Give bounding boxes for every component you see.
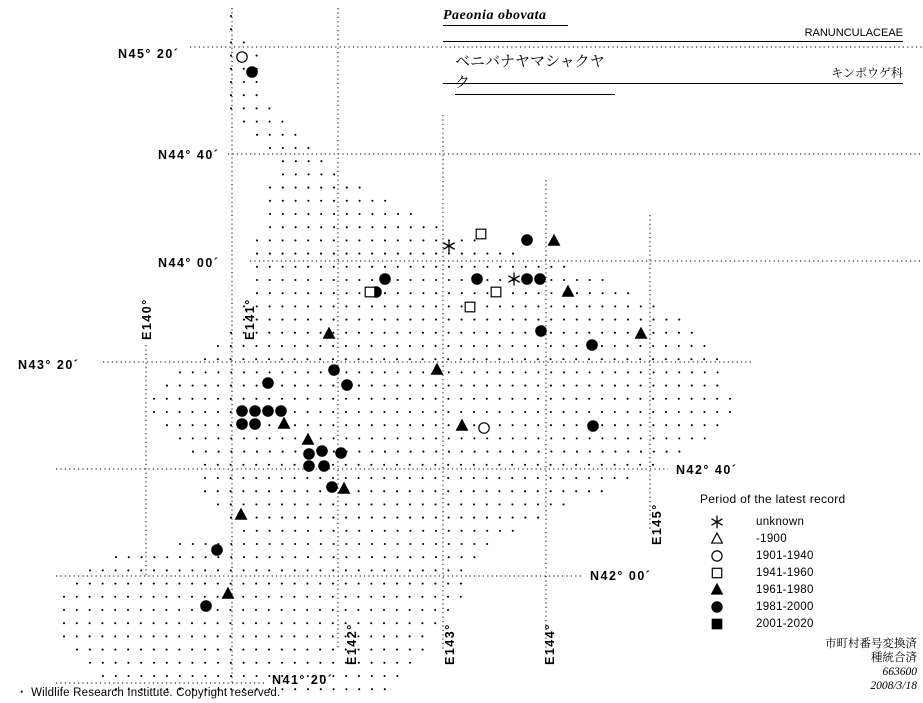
record-symbol-triangle-filled	[303, 434, 314, 444]
record-symbol-triangle-filled	[636, 328, 647, 338]
longitude-label: E145°	[650, 503, 664, 545]
record-symbol-circle-filled	[327, 482, 337, 492]
record-symbol-triangle-filled	[339, 483, 350, 493]
record-symbol-triangle-open	[712, 533, 723, 543]
latitude-label: N45° 20´	[118, 47, 180, 61]
footer-code: 663600	[882, 665, 917, 678]
record-symbol-asterisk	[508, 273, 519, 286]
legend-symbol-circle-open-icon	[700, 548, 734, 564]
record-symbol-circle-filled	[380, 274, 390, 284]
legend-rows	[700, 514, 915, 632]
record-symbol-circle-filled	[250, 406, 260, 416]
legend-symbol-triangle-filled-icon	[700, 582, 734, 598]
record-symbol-triangle-filled	[712, 584, 723, 594]
record-symbol-circle-filled	[263, 378, 273, 388]
legend-item	[700, 514, 915, 530]
longitude-label: E144°	[543, 623, 557, 665]
record-symbol-circle-filled	[472, 274, 482, 284]
longitude-label: E140°	[140, 298, 154, 340]
record-symbol-circle-filled	[712, 602, 722, 612]
record-symbol-circle-filled	[304, 461, 314, 471]
record-symbol-circle-filled	[237, 419, 247, 429]
legend-item-label: -1900	[756, 533, 787, 545]
legend-symbol-triangle-open-icon	[700, 531, 734, 547]
record-symbol-square-open	[476, 229, 486, 239]
page-title-scientific-name: Paeonia obovata	[443, 8, 568, 26]
record-symbol-triangle-filled	[457, 420, 468, 430]
record-symbol-triangle-filled	[432, 364, 443, 374]
legend-item-label: 1981-2000	[756, 601, 814, 613]
record-symbol-triangle-filled	[279, 418, 290, 428]
legend-item	[700, 548, 915, 564]
footer-notes	[825, 636, 917, 694]
record-symbol-circle-filled	[587, 340, 597, 350]
family-japanese-label: キンポウゲ科	[443, 64, 903, 84]
record-symbol-square-open	[365, 287, 375, 297]
record-symbol-circle-filled	[522, 235, 532, 245]
map-legend	[700, 492, 915, 633]
page-title-japanese-name: ベニバナヤマシャクヤク	[455, 50, 615, 95]
latitude-label: N41° 20´	[272, 673, 334, 687]
record-symbol-circle-filled	[522, 274, 532, 284]
legend-item-label: unknown	[756, 516, 805, 528]
record-symbol-circle-filled	[247, 67, 257, 77]
longitude-label: E141°	[243, 298, 257, 340]
record-symbol-square-open	[465, 302, 475, 312]
record-symbol-square-open	[491, 287, 501, 297]
legend-item	[700, 582, 915, 598]
record-symbol-triangle-filled	[236, 509, 247, 519]
longitude-label: E143°	[443, 623, 457, 665]
latitude-label: N42° 40´	[676, 463, 738, 477]
legend-symbol-asterisk-icon	[700, 514, 734, 530]
record-symbol-circle-filled	[536, 326, 546, 336]
footer-date: 2008/3/18	[870, 680, 917, 693]
record-symbol-circle-open	[712, 551, 722, 561]
footer-note-municipality-code: 市町村番号変換済	[825, 636, 917, 650]
family-latin-label: RANUNCULACEAE	[443, 27, 903, 42]
legend-item-label: 1901-1940	[756, 550, 814, 562]
record-symbol-circle-filled	[237, 406, 247, 416]
copyright-notice: ・ Wildlife Research Institute. Copyright reserved.	[16, 687, 281, 699]
record-symbol-circle-filled	[276, 406, 286, 416]
legend-item-label: 2001-2020	[756, 618, 814, 630]
legend-title: Period of the latest record	[700, 492, 846, 506]
record-symbol-circle-filled	[319, 461, 329, 471]
legend-item	[700, 599, 915, 615]
record-symbol-triangle-filled	[549, 235, 560, 245]
record-symbol-circle-filled	[342, 380, 352, 390]
record-symbol-circle-filled	[588, 421, 598, 431]
record-symbol-square-open	[712, 568, 721, 577]
record-symbol-circle-open	[479, 423, 489, 433]
legend-item-label: 1941-1960	[756, 567, 814, 579]
record-symbol-circle-filled	[263, 406, 273, 416]
record-symbol-layer	[201, 52, 647, 611]
latitude-label: N44° 00´	[158, 256, 220, 270]
record-symbol-circle-filled	[201, 601, 211, 611]
legend-item	[700, 565, 915, 581]
record-symbol-circle-filled	[336, 448, 346, 458]
latitude-label: N42° 00´	[590, 569, 652, 583]
legend-symbol-square-filled-icon	[700, 616, 734, 632]
legend-symbol-circle-filled-icon	[700, 599, 734, 615]
grid-dot-layer	[63, 15, 731, 690]
legend-item	[700, 616, 915, 632]
record-symbol-circle-filled	[535, 274, 545, 284]
latitude-label: N43° 20´	[18, 358, 80, 372]
record-symbol-triangle-filled	[563, 286, 574, 296]
record-symbol-circle-filled	[317, 446, 327, 456]
record-symbol-square-filled	[712, 619, 721, 628]
legend-item-label: 1961-1980	[756, 584, 814, 596]
legend-symbol-square-open-icon	[700, 565, 734, 581]
footer-note-species-merged: 種統合済	[871, 650, 917, 665]
record-symbol-asterisk	[711, 516, 722, 529]
legend-item	[700, 531, 915, 547]
record-symbol-circle-filled	[304, 449, 314, 459]
record-symbol-circle-open	[237, 52, 247, 62]
latitude-label: N44° 40´	[158, 148, 220, 162]
record-symbol-circle-filled	[250, 419, 260, 429]
record-symbol-circle-filled	[329, 365, 339, 375]
longitude-label: E142°	[345, 623, 359, 665]
record-symbol-asterisk	[443, 240, 454, 253]
record-symbol-circle-filled	[212, 545, 222, 555]
